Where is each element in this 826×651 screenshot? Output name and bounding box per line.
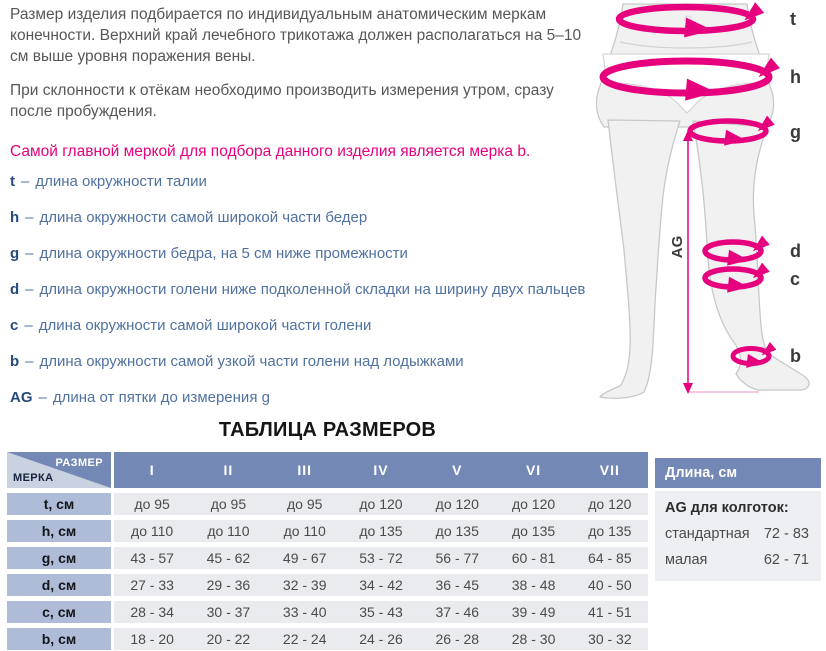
- intro-text-block: [10, 4, 588, 162]
- table-cell: до 95: [190, 493, 266, 515]
- table-row: [7, 547, 648, 569]
- table-cell: до 95: [114, 493, 190, 515]
- measure-item: [10, 271, 596, 307]
- table-cell: 39 - 49: [495, 601, 571, 623]
- table-corner-cell: [7, 452, 111, 488]
- table-row: [7, 574, 648, 596]
- diagram-label-b: b: [790, 346, 801, 366]
- table-cell: 30 - 32: [572, 628, 648, 650]
- row-label: t, см: [7, 493, 111, 515]
- table-row: [7, 520, 648, 542]
- table-cell: до 110: [267, 520, 343, 542]
- table-cell: 20 - 22: [190, 628, 266, 650]
- column-header: VI: [495, 452, 571, 488]
- measure-text: длина от пятки до измерения g: [52, 388, 270, 406]
- measure-text: длина окружности самой широкой части голени: [38, 316, 372, 334]
- measure-key: AG: [10, 388, 33, 406]
- table-cell: до 135: [419, 520, 495, 542]
- length-row: [665, 526, 809, 542]
- table-cell: 36 - 45: [419, 574, 495, 596]
- measure-separator: –: [38, 388, 47, 406]
- measure-item: [10, 379, 596, 415]
- table-cell: 49 - 67: [267, 547, 343, 569]
- measure-text: длина окружности талии: [35, 172, 207, 190]
- table-cell: 24 - 26: [343, 628, 419, 650]
- table-cell: 43 - 57: [114, 547, 190, 569]
- leg-measurement-diagram: [596, 0, 826, 402]
- measure-text: длина окружности бедра, на 5 см ниже промежности: [39, 244, 408, 262]
- table-cell: 64 - 85: [572, 547, 648, 569]
- diagram-label-g: g: [790, 122, 801, 142]
- table-cell: 60 - 81: [495, 547, 571, 569]
- column-header: IV: [343, 452, 419, 488]
- measure-text: длина окружности самой узкой части голени над лодыжками: [39, 352, 464, 370]
- diagram-label-d: d: [790, 241, 801, 261]
- length-panel-subtitle: AG для колготок:: [665, 500, 789, 516]
- table-cell: 26 - 28: [419, 628, 495, 650]
- row-label: g, см: [7, 547, 111, 569]
- measure-key: h: [10, 208, 20, 226]
- table-cell: 53 - 72: [343, 547, 419, 569]
- table-cell: до 110: [114, 520, 190, 542]
- measure-separator: –: [25, 208, 34, 226]
- measure-text: длина окружности самой широкой части бедер: [39, 208, 368, 226]
- table-cell: 56 - 77: [419, 547, 495, 569]
- table-cell: 38 - 48: [495, 574, 571, 596]
- measure-list: [10, 163, 596, 415]
- row-label: b, см: [7, 628, 111, 650]
- length-row-label: стандартная: [665, 526, 750, 542]
- diagram-label-c: c: [790, 269, 801, 289]
- measure-item: [10, 163, 596, 199]
- table-cell: 30 - 37: [190, 601, 266, 623]
- measure-key: g: [10, 244, 20, 262]
- size-table: [7, 452, 648, 650]
- table-cell: 41 - 51: [572, 601, 648, 623]
- measure-key: t: [10, 172, 15, 190]
- measure-key: b: [10, 352, 20, 370]
- measure-item: [10, 307, 596, 343]
- table-cell: 34 - 42: [343, 574, 419, 596]
- table-cell: 28 - 34: [114, 601, 190, 623]
- length-panel-header: Длина, см: [655, 458, 821, 488]
- column-header: VII: [572, 452, 648, 488]
- measure-key: d: [10, 280, 20, 298]
- length-row-value: 72 - 83: [763, 526, 809, 542]
- table-cell: до 120: [343, 493, 419, 515]
- table-cell: до 120: [419, 493, 495, 515]
- length-panel: [655, 458, 821, 581]
- column-header: V: [419, 452, 495, 488]
- measure-text: длина окружности голени ниже подколенной складки на ширину двух пальцев: [39, 280, 586, 298]
- size-table-header: [7, 452, 648, 488]
- size-table-body: [7, 493, 648, 650]
- table-cell: до 135: [495, 520, 571, 542]
- table-cell: 27 - 33: [114, 574, 190, 596]
- row-label: c, см: [7, 601, 111, 623]
- measure-item: [10, 199, 596, 235]
- table-row: [7, 628, 648, 650]
- table-cell: до 120: [495, 493, 571, 515]
- table-cell: 28 - 30: [495, 628, 571, 650]
- column-header: I: [114, 452, 190, 488]
- table-cell: 35 - 43: [343, 601, 419, 623]
- measure-separator: –: [24, 316, 33, 334]
- length-row-value: 62 - 71: [763, 552, 809, 568]
- table-cell: 32 - 39: [267, 574, 343, 596]
- table-cell: до 135: [343, 520, 419, 542]
- measure-separator: –: [25, 352, 34, 370]
- table-cell: до 110: [190, 520, 266, 542]
- intro-paragraph-1: Размер изделия подбирается по индивидуальным анатомическим меркам конечности. Верхний край лечебного трикотажа должен располагаться на 5–10 см выше уровня поражения вены.: [10, 6, 582, 65]
- table-cell: 29 - 36: [190, 574, 266, 596]
- table-cell: до 120: [572, 493, 648, 515]
- diagram-label-ag: AG: [669, 235, 686, 259]
- table-cell: 40 - 50: [572, 574, 648, 596]
- measure-separator: –: [25, 244, 34, 262]
- column-header: II: [190, 452, 266, 488]
- table-cell: 18 - 20: [114, 628, 190, 650]
- length-row: [665, 552, 809, 568]
- intro-paragraph-2: При склонности к отёкам необходимо производить измерения утром, сразу после пробуждения.: [10, 82, 554, 120]
- measure-item: [10, 343, 596, 379]
- diagram-label-h: h: [790, 67, 801, 87]
- table-cell: до 95: [267, 493, 343, 515]
- table-cell: 37 - 46: [419, 601, 495, 623]
- table-row: [7, 493, 648, 515]
- measure-separator: –: [21, 172, 30, 190]
- measure-item: [10, 235, 596, 271]
- table-cell: 33 - 40: [267, 601, 343, 623]
- length-panel-body: [655, 491, 821, 581]
- corner-label-measure: МЕРКА: [13, 472, 54, 484]
- row-label: h, см: [7, 520, 111, 542]
- intro-highlight: Самой главной меркой для подбора данного изделия является мерка b.: [10, 143, 531, 160]
- column-header: III: [267, 452, 343, 488]
- measure-key: c: [10, 316, 19, 334]
- measure-separator: –: [25, 280, 34, 298]
- corner-label-size: РАЗМЕР: [55, 457, 103, 469]
- length-row-label: малая: [665, 552, 708, 568]
- table-cell: 45 - 62: [190, 547, 266, 569]
- table-row: [7, 601, 648, 623]
- table-cell: 22 - 24: [267, 628, 343, 650]
- table-cell: до 135: [572, 520, 648, 542]
- size-table-title: ТАБЛИЦА РАЗМЕРОВ: [218, 419, 437, 441]
- row-label: d, см: [7, 574, 111, 596]
- diagram-label-t: t: [790, 9, 796, 29]
